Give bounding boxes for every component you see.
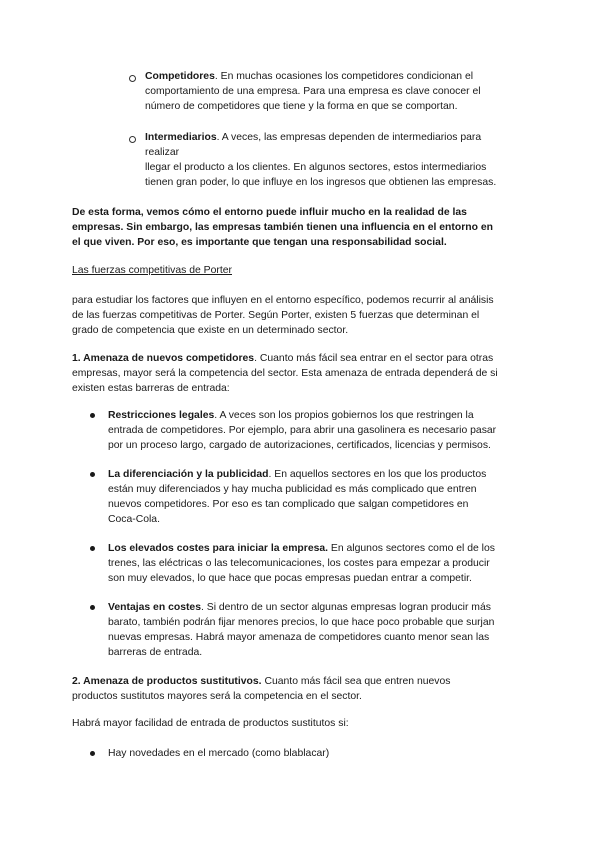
text-line: el que viven. Por eso, es importante que tengan una responsabilidad social. (72, 237, 447, 248)
text-line: realizar (145, 147, 180, 158)
threat-1-paragraph (72, 351, 542, 396)
circle-bullet-icon (129, 136, 136, 143)
bullet-icon (90, 546, 95, 551)
sub-list-item-competidores (145, 69, 545, 114)
text-line: para estudiar los factores que influyen en el entorno específico, podemos recurrir al análisis (72, 295, 494, 306)
text-line: están muy diferenciados y hay mucha publicidad es más complicado que entren (108, 484, 477, 495)
text-line: trenes, las eléctricas o las telecomunicaciones, los costes para empezar a producir (108, 558, 490, 569)
bullet-icon (90, 605, 95, 610)
text-line: son muy elevados, lo que hace que pocas empresas puedan entrar a competir. (108, 573, 472, 584)
term-competidores: Competidores (145, 71, 215, 82)
barrier-term: La diferenciación y la publicidad (108, 469, 269, 480)
text-line: comportamiento de una empresa. Para una empresa es clave conocer el (145, 86, 481, 97)
text-line: tienen gran poder, lo que influye en los ingresos que obtienen las empresas. (145, 177, 497, 188)
text-line: barreras de entrada. (108, 647, 203, 658)
text-line: número de competidores que tiene y la forma en que se comportan. (145, 101, 458, 112)
barrier-item-restricciones (108, 408, 538, 453)
text-line: productos sustitutos mayores será la competencia en el sector. (72, 691, 362, 702)
barrier-term: Restricciones legales (108, 410, 215, 421)
text-line: . En muchas ocasiones los competidores condicionan el (214, 71, 474, 82)
barrier-term: Ventajas en costes (108, 602, 201, 613)
text-line: nuevas empresas. Habrá mayor amenaza de competidores cuanto menor sean las (108, 632, 490, 643)
circle-bullet-icon (129, 75, 136, 82)
barrier-item-ventajas-costes (108, 600, 538, 660)
barrier-item-costes-iniciales (108, 541, 538, 586)
barrier-item-diferenciacion (108, 467, 538, 527)
text-line: En algunos sectores como el de los (328, 543, 495, 554)
text-line: empresas, mayor será la competencia del sector. Esta amenaza de entrada dependerá de si (72, 368, 498, 379)
text-line: llegar el producto a los clientes. En algunos sectores, estos intermediarios (145, 162, 487, 173)
threat-2-title: 2. Amenaza de productos sustitutivos. (72, 676, 262, 687)
text-line: empresas. Sin embargo, las empresas también tienen una influencia en el entorno en (72, 222, 493, 233)
substitutes-list-item: Hay novedades en el mercado (como blablacar) (108, 748, 330, 759)
section-heading: Las fuerzas competitivas de Porter (72, 265, 232, 276)
text-line: barato, también podrán fijar menores precios, lo que hace poco probable que surjan (108, 617, 495, 628)
text-line: De esta forma, vemos cómo el entorno puede influir mucho en la realidad de las (72, 207, 467, 218)
text-line: Cuanto más fácil sea que entren nuevos (261, 676, 451, 687)
text-line: nuevos competidores. Por eso es tan complicado que salgan competidores en (108, 499, 469, 510)
text-line: Coca-Cola. (108, 514, 160, 525)
text-line: por un proceso largo, cargado de autorizaciones, certificados, licencias y permisos. (108, 440, 491, 451)
text-line: de las fuerzas competitivas de Porter. Según Porter, existen 5 fuerzas que determinan el (72, 310, 480, 321)
text-line: . Si dentro de un sector algunas empresas logran producir más (201, 602, 491, 613)
intro-paragraph (72, 293, 542, 338)
text-line: entrada de competidores. Por ejemplo, para abrir una gasolinera es necesario pasar (108, 425, 497, 436)
barrier-term: Los elevados costes para iniciar la empresa. (108, 543, 329, 554)
text-line: existen estas barreras de entrada: (72, 383, 230, 394)
text-line: grado de competencia que existe en un determinado sector. (72, 325, 349, 336)
substitutes-intro: Habrá mayor facilidad de entrada de productos sustitutos si: (72, 718, 349, 729)
threat-2-paragraph (72, 674, 542, 704)
text-line: . A veces son los propios gobiernos los que restringen la (214, 410, 474, 421)
threat-1-title: 1. Amenaza de nuevos competidores (72, 353, 255, 364)
bullet-icon (90, 751, 95, 756)
sub-list-item-intermediarios (145, 130, 545, 190)
text-line: . A veces, las empresas dependen de intermediarios para (216, 132, 482, 143)
text-line: . Cuanto más fácil sea entrar en el sector para otras (254, 353, 494, 364)
bullet-icon (90, 413, 95, 418)
text-line: . En aquellos sectores en los que los productos (268, 469, 487, 480)
bold-paragraph (72, 205, 532, 250)
bullet-icon (90, 472, 95, 477)
term-intermediarios: Intermediarios (145, 132, 217, 143)
